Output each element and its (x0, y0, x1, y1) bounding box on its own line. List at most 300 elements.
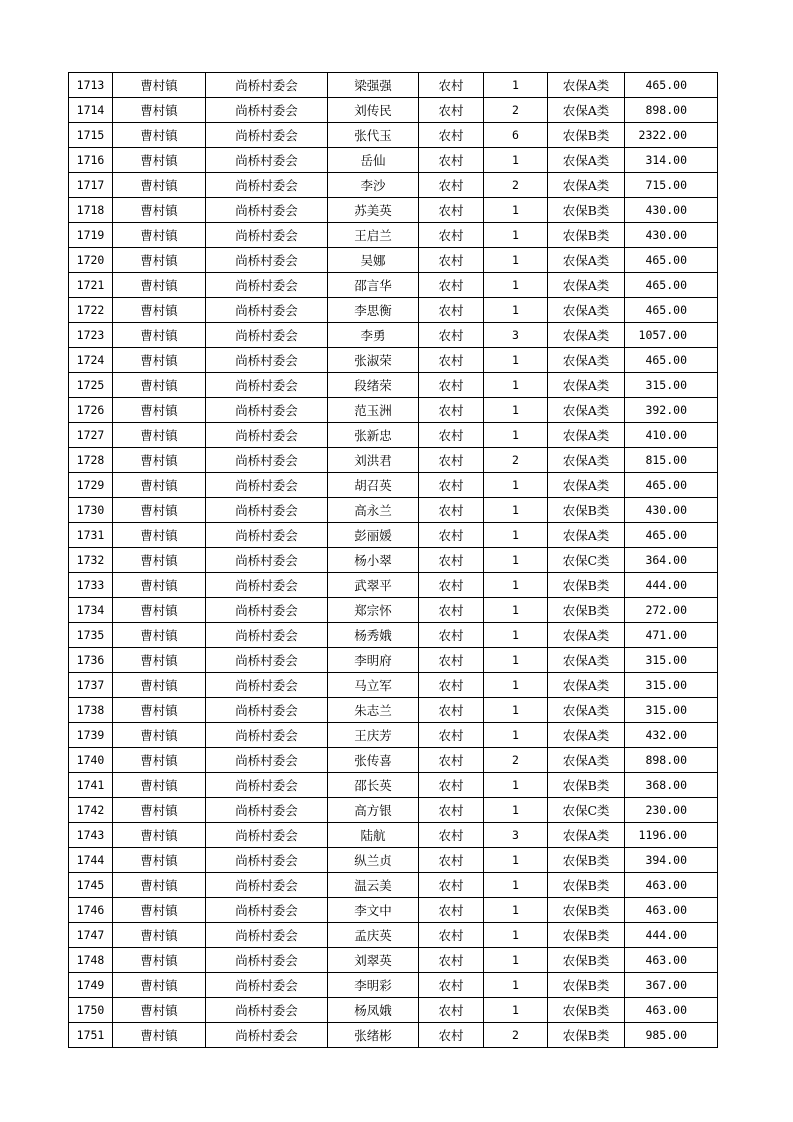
cell-count: 2 (484, 1023, 548, 1048)
document-page (68, 72, 693, 1048)
cell-category: 农保B类 (548, 998, 625, 1023)
cell-count: 1 (484, 648, 548, 673)
cell-count: 1 (484, 873, 548, 898)
cell-amount: 430.00 (625, 223, 718, 248)
cell-row-number: 1735 (69, 623, 113, 648)
cell-name: 高方银 (328, 798, 419, 823)
cell-type: 农村 (419, 1023, 484, 1048)
cell-row-number: 1719 (69, 223, 113, 248)
cell-village: 尚桥村委会 (206, 148, 328, 173)
cell-village: 尚桥村委会 (206, 98, 328, 123)
table-row (69, 248, 718, 273)
cell-town: 曹村镇 (113, 248, 206, 273)
cell-type: 农村 (419, 773, 484, 798)
cell-village: 尚桥村委会 (206, 773, 328, 798)
cell-type: 农村 (419, 548, 484, 573)
cell-type: 农村 (419, 148, 484, 173)
cell-town: 曹村镇 (113, 1023, 206, 1048)
cell-village: 尚桥村委会 (206, 698, 328, 723)
cell-amount: 465.00 (625, 473, 718, 498)
table-row (69, 373, 718, 398)
cell-row-number: 1750 (69, 998, 113, 1023)
cell-type: 农村 (419, 848, 484, 873)
table-row (69, 723, 718, 748)
cell-category: 农保B类 (548, 773, 625, 798)
cell-category: 农保A类 (548, 148, 625, 173)
cell-count: 1 (484, 798, 548, 823)
cell-type: 农村 (419, 523, 484, 548)
table-row (69, 548, 718, 573)
cell-category: 农保B类 (548, 848, 625, 873)
table-row (69, 873, 718, 898)
cell-count: 2 (484, 748, 548, 773)
cell-village: 尚桥村委会 (206, 898, 328, 923)
table-body (69, 73, 718, 1048)
cell-name: 杨凤娥 (328, 998, 419, 1023)
table-row (69, 823, 718, 848)
cell-row-number: 1741 (69, 773, 113, 798)
cell-amount: 465.00 (625, 348, 718, 373)
cell-type: 农村 (419, 473, 484, 498)
cell-name: 杨秀娥 (328, 623, 419, 648)
cell-type: 农村 (419, 723, 484, 748)
cell-village: 尚桥村委会 (206, 548, 328, 573)
table-row (69, 773, 718, 798)
cell-amount: 1196.00 (625, 823, 718, 848)
table-row (69, 898, 718, 923)
cell-town: 曹村镇 (113, 473, 206, 498)
cell-name: 纵兰贞 (328, 848, 419, 873)
cell-type: 农村 (419, 98, 484, 123)
cell-count: 1 (484, 923, 548, 948)
cell-amount: 715.00 (625, 173, 718, 198)
table-row (69, 623, 718, 648)
cell-type: 农村 (419, 898, 484, 923)
cell-type: 农村 (419, 998, 484, 1023)
cell-village: 尚桥村委会 (206, 873, 328, 898)
cell-type: 农村 (419, 373, 484, 398)
cell-count: 1 (484, 898, 548, 923)
cell-amount: 444.00 (625, 923, 718, 948)
cell-name: 张代玉 (328, 123, 419, 148)
table-row (69, 223, 718, 248)
cell-name: 朱志兰 (328, 698, 419, 723)
cell-town: 曹村镇 (113, 523, 206, 548)
cell-name: 杨小翠 (328, 548, 419, 573)
cell-count: 1 (484, 848, 548, 873)
cell-name: 张绪彬 (328, 1023, 419, 1048)
cell-name: 邵言华 (328, 273, 419, 298)
cell-category: 农保B类 (548, 1023, 625, 1048)
cell-amount: 465.00 (625, 73, 718, 98)
cell-type: 农村 (419, 198, 484, 223)
cell-row-number: 1738 (69, 698, 113, 723)
cell-village: 尚桥村委会 (206, 748, 328, 773)
cell-count: 6 (484, 123, 548, 148)
cell-amount: 1057.00 (625, 323, 718, 348)
cell-category: 农保A类 (548, 523, 625, 548)
cell-type: 农村 (419, 223, 484, 248)
cell-village: 尚桥村委会 (206, 648, 328, 673)
cell-category: 农保A类 (548, 673, 625, 698)
cell-count: 1 (484, 698, 548, 723)
cell-village: 尚桥村委会 (206, 323, 328, 348)
cell-village: 尚桥村委会 (206, 373, 328, 398)
cell-row-number: 1728 (69, 448, 113, 473)
cell-row-number: 1724 (69, 348, 113, 373)
cell-count: 1 (484, 973, 548, 998)
cell-town: 曹村镇 (113, 848, 206, 873)
cell-town: 曹村镇 (113, 973, 206, 998)
table-row (69, 98, 718, 123)
cell-row-number: 1737 (69, 673, 113, 698)
cell-row-number: 1725 (69, 373, 113, 398)
cell-village: 尚桥村委会 (206, 198, 328, 223)
cell-village: 尚桥村委会 (206, 498, 328, 523)
cell-count: 2 (484, 173, 548, 198)
cell-name: 李明彩 (328, 973, 419, 998)
table-row (69, 573, 718, 598)
cell-amount: 465.00 (625, 298, 718, 323)
cell-row-number: 1740 (69, 748, 113, 773)
cell-row-number: 1729 (69, 473, 113, 498)
cell-amount: 465.00 (625, 523, 718, 548)
cell-row-number: 1733 (69, 573, 113, 598)
table-row (69, 398, 718, 423)
cell-name: 刘洪君 (328, 448, 419, 473)
cell-type: 农村 (419, 298, 484, 323)
cell-name: 李明府 (328, 648, 419, 673)
cell-type: 农村 (419, 348, 484, 373)
table-row (69, 173, 718, 198)
cell-count: 2 (484, 98, 548, 123)
cell-row-number: 1751 (69, 1023, 113, 1048)
table-row (69, 273, 718, 298)
table-row (69, 523, 718, 548)
cell-row-number: 1742 (69, 798, 113, 823)
cell-category: 农保A类 (548, 323, 625, 348)
cell-count: 1 (484, 298, 548, 323)
table-row (69, 498, 718, 523)
cell-count: 2 (484, 448, 548, 473)
cell-name: 张淑荣 (328, 348, 419, 373)
cell-name: 岳仙 (328, 148, 419, 173)
cell-amount: 315.00 (625, 648, 718, 673)
cell-amount: 2322.00 (625, 123, 718, 148)
cell-category: 农保A类 (548, 473, 625, 498)
cell-town: 曹村镇 (113, 648, 206, 673)
cell-count: 1 (484, 223, 548, 248)
cell-village: 尚桥村委会 (206, 348, 328, 373)
cell-row-number: 1715 (69, 123, 113, 148)
cell-amount: 432.00 (625, 723, 718, 748)
cell-village: 尚桥村委会 (206, 448, 328, 473)
cell-town: 曹村镇 (113, 498, 206, 523)
cell-amount: 230.00 (625, 798, 718, 823)
cell-count: 1 (484, 373, 548, 398)
cell-type: 农村 (419, 598, 484, 623)
cell-category: 农保B类 (548, 873, 625, 898)
cell-amount: 315.00 (625, 698, 718, 723)
cell-count: 1 (484, 398, 548, 423)
cell-row-number: 1747 (69, 923, 113, 948)
table-row (69, 348, 718, 373)
cell-count: 1 (484, 723, 548, 748)
cell-town: 曹村镇 (113, 448, 206, 473)
cell-name: 温云美 (328, 873, 419, 898)
cell-town: 曹村镇 (113, 898, 206, 923)
cell-category: 农保A类 (548, 398, 625, 423)
cell-count: 1 (484, 948, 548, 973)
cell-row-number: 1727 (69, 423, 113, 448)
cell-village: 尚桥村委会 (206, 598, 328, 623)
cell-amount: 898.00 (625, 748, 718, 773)
table-row (69, 673, 718, 698)
cell-type: 农村 (419, 398, 484, 423)
table-row (69, 923, 718, 948)
table-row (69, 648, 718, 673)
cell-type: 农村 (419, 748, 484, 773)
cell-town: 曹村镇 (113, 998, 206, 1023)
cell-village: 尚桥村委会 (206, 223, 328, 248)
cell-amount: 463.00 (625, 873, 718, 898)
cell-name: 郑宗怀 (328, 598, 419, 623)
cell-town: 曹村镇 (113, 273, 206, 298)
cell-category: 农保A类 (548, 448, 625, 473)
cell-count: 1 (484, 348, 548, 373)
cell-town: 曹村镇 (113, 98, 206, 123)
table-row (69, 473, 718, 498)
cell-village: 尚桥村委会 (206, 273, 328, 298)
cell-category: 农保B类 (548, 198, 625, 223)
cell-count: 1 (484, 248, 548, 273)
table-row (69, 323, 718, 348)
cell-town: 曹村镇 (113, 823, 206, 848)
cell-type: 农村 (419, 573, 484, 598)
table-row (69, 748, 718, 773)
cell-row-number: 1736 (69, 648, 113, 673)
cell-type: 农村 (419, 973, 484, 998)
cell-name: 苏美英 (328, 198, 419, 223)
cell-amount: 463.00 (625, 898, 718, 923)
cell-town: 曹村镇 (113, 673, 206, 698)
cell-row-number: 1722 (69, 298, 113, 323)
cell-town: 曹村镇 (113, 123, 206, 148)
cell-name: 刘传民 (328, 98, 419, 123)
cell-name: 胡召英 (328, 473, 419, 498)
cell-village: 尚桥村委会 (206, 998, 328, 1023)
cell-name: 吴娜 (328, 248, 419, 273)
cell-category: 农保B类 (548, 973, 625, 998)
cell-amount: 430.00 (625, 198, 718, 223)
cell-row-number: 1720 (69, 248, 113, 273)
table-row (69, 948, 718, 973)
cell-type: 农村 (419, 73, 484, 98)
cell-category: 农保A类 (548, 298, 625, 323)
cell-amount: 898.00 (625, 98, 718, 123)
cell-name: 张传喜 (328, 748, 419, 773)
cell-town: 曹村镇 (113, 423, 206, 448)
cell-village: 尚桥村委会 (206, 723, 328, 748)
cell-category: 农保B类 (548, 598, 625, 623)
cell-type: 农村 (419, 673, 484, 698)
cell-count: 1 (484, 473, 548, 498)
cell-type: 农村 (419, 498, 484, 523)
cell-town: 曹村镇 (113, 773, 206, 798)
cell-count: 1 (484, 148, 548, 173)
table-row (69, 798, 718, 823)
cell-town: 曹村镇 (113, 348, 206, 373)
cell-category: 农保B类 (548, 498, 625, 523)
cell-type: 农村 (419, 798, 484, 823)
table-row (69, 123, 718, 148)
cell-count: 1 (484, 598, 548, 623)
cell-town: 曹村镇 (113, 398, 206, 423)
table-row (69, 298, 718, 323)
cell-type: 农村 (419, 323, 484, 348)
cell-name: 高永兰 (328, 498, 419, 523)
cell-village: 尚桥村委会 (206, 923, 328, 948)
cell-type: 农村 (419, 123, 484, 148)
cell-town: 曹村镇 (113, 548, 206, 573)
cell-category: 农保A类 (548, 623, 625, 648)
cell-name: 彭丽媛 (328, 523, 419, 548)
cell-row-number: 1721 (69, 273, 113, 298)
cell-count: 1 (484, 498, 548, 523)
cell-town: 曹村镇 (113, 923, 206, 948)
cell-village: 尚桥村委会 (206, 423, 328, 448)
table-row (69, 148, 718, 173)
cell-name: 武翠平 (328, 573, 419, 598)
cell-count: 1 (484, 573, 548, 598)
cell-count: 1 (484, 198, 548, 223)
cell-village: 尚桥村委会 (206, 1023, 328, 1048)
cell-count: 1 (484, 998, 548, 1023)
cell-town: 曹村镇 (113, 748, 206, 773)
cell-name: 李思衡 (328, 298, 419, 323)
cell-town: 曹村镇 (113, 598, 206, 623)
cell-type: 农村 (419, 823, 484, 848)
cell-village: 尚桥村委会 (206, 948, 328, 973)
cell-name: 邵长英 (328, 773, 419, 798)
cell-amount: 815.00 (625, 448, 718, 473)
cell-name: 孟庆英 (328, 923, 419, 948)
cell-name: 李沙 (328, 173, 419, 198)
cell-row-number: 1726 (69, 398, 113, 423)
cell-category: 农保A类 (548, 648, 625, 673)
cell-row-number: 1718 (69, 198, 113, 223)
cell-category: 农保B类 (548, 898, 625, 923)
cell-name: 王庆芳 (328, 723, 419, 748)
cell-amount: 985.00 (625, 1023, 718, 1048)
cell-count: 1 (484, 623, 548, 648)
cell-row-number: 1717 (69, 173, 113, 198)
cell-town: 曹村镇 (113, 723, 206, 748)
cell-row-number: 1748 (69, 948, 113, 973)
cell-town: 曹村镇 (113, 948, 206, 973)
cell-category: 农保A类 (548, 748, 625, 773)
cell-category: 农保A类 (548, 73, 625, 98)
cell-count: 1 (484, 273, 548, 298)
table-row (69, 998, 718, 1023)
cell-row-number: 1714 (69, 98, 113, 123)
cell-amount: 471.00 (625, 623, 718, 648)
cell-category: 农保A类 (548, 98, 625, 123)
cell-category: 农保B类 (548, 923, 625, 948)
cell-category: 农保B类 (548, 573, 625, 598)
cell-amount: 463.00 (625, 948, 718, 973)
cell-town: 曹村镇 (113, 873, 206, 898)
cell-town: 曹村镇 (113, 698, 206, 723)
cell-category: 农保A类 (548, 698, 625, 723)
table-row (69, 1023, 718, 1048)
cell-count: 1 (484, 548, 548, 573)
cell-count: 3 (484, 823, 548, 848)
cell-village: 尚桥村委会 (206, 973, 328, 998)
cell-count: 1 (484, 773, 548, 798)
cell-row-number: 1749 (69, 973, 113, 998)
cell-amount: 392.00 (625, 398, 718, 423)
cell-village: 尚桥村委会 (206, 73, 328, 98)
cell-type: 农村 (419, 648, 484, 673)
cell-village: 尚桥村委会 (206, 398, 328, 423)
cell-town: 曹村镇 (113, 148, 206, 173)
cell-town: 曹村镇 (113, 198, 206, 223)
table-row (69, 198, 718, 223)
cell-town: 曹村镇 (113, 298, 206, 323)
cell-village: 尚桥村委会 (206, 248, 328, 273)
cell-count: 3 (484, 323, 548, 348)
cell-row-number: 1723 (69, 323, 113, 348)
cell-category: 农保A类 (548, 823, 625, 848)
cell-village: 尚桥村委会 (206, 173, 328, 198)
cell-row-number: 1743 (69, 823, 113, 848)
cell-row-number: 1713 (69, 73, 113, 98)
cell-town: 曹村镇 (113, 173, 206, 198)
cell-village: 尚桥村委会 (206, 573, 328, 598)
cell-count: 1 (484, 523, 548, 548)
cell-count: 1 (484, 423, 548, 448)
cell-name: 李勇 (328, 323, 419, 348)
cell-count: 1 (484, 673, 548, 698)
cell-category: 农保C类 (548, 798, 625, 823)
cell-town: 曹村镇 (113, 373, 206, 398)
cell-row-number: 1732 (69, 548, 113, 573)
cell-amount: 394.00 (625, 848, 718, 873)
table-row (69, 73, 718, 98)
cell-type: 农村 (419, 948, 484, 973)
cell-row-number: 1716 (69, 148, 113, 173)
cell-type: 农村 (419, 248, 484, 273)
cell-row-number: 1731 (69, 523, 113, 548)
cell-row-number: 1746 (69, 898, 113, 923)
cell-name: 王启兰 (328, 223, 419, 248)
table-row (69, 448, 718, 473)
cell-category: 农保B类 (548, 123, 625, 148)
cell-amount: 465.00 (625, 273, 718, 298)
cell-category: 农保A类 (548, 423, 625, 448)
cell-category: 农保A类 (548, 373, 625, 398)
cell-amount: 465.00 (625, 248, 718, 273)
table-row (69, 848, 718, 873)
cell-row-number: 1734 (69, 598, 113, 623)
cell-name: 段绪荣 (328, 373, 419, 398)
cell-count: 1 (484, 73, 548, 98)
cell-category: 农保C类 (548, 548, 625, 573)
cell-village: 尚桥村委会 (206, 848, 328, 873)
cell-village: 尚桥村委会 (206, 798, 328, 823)
cell-category: 农保B类 (548, 223, 625, 248)
